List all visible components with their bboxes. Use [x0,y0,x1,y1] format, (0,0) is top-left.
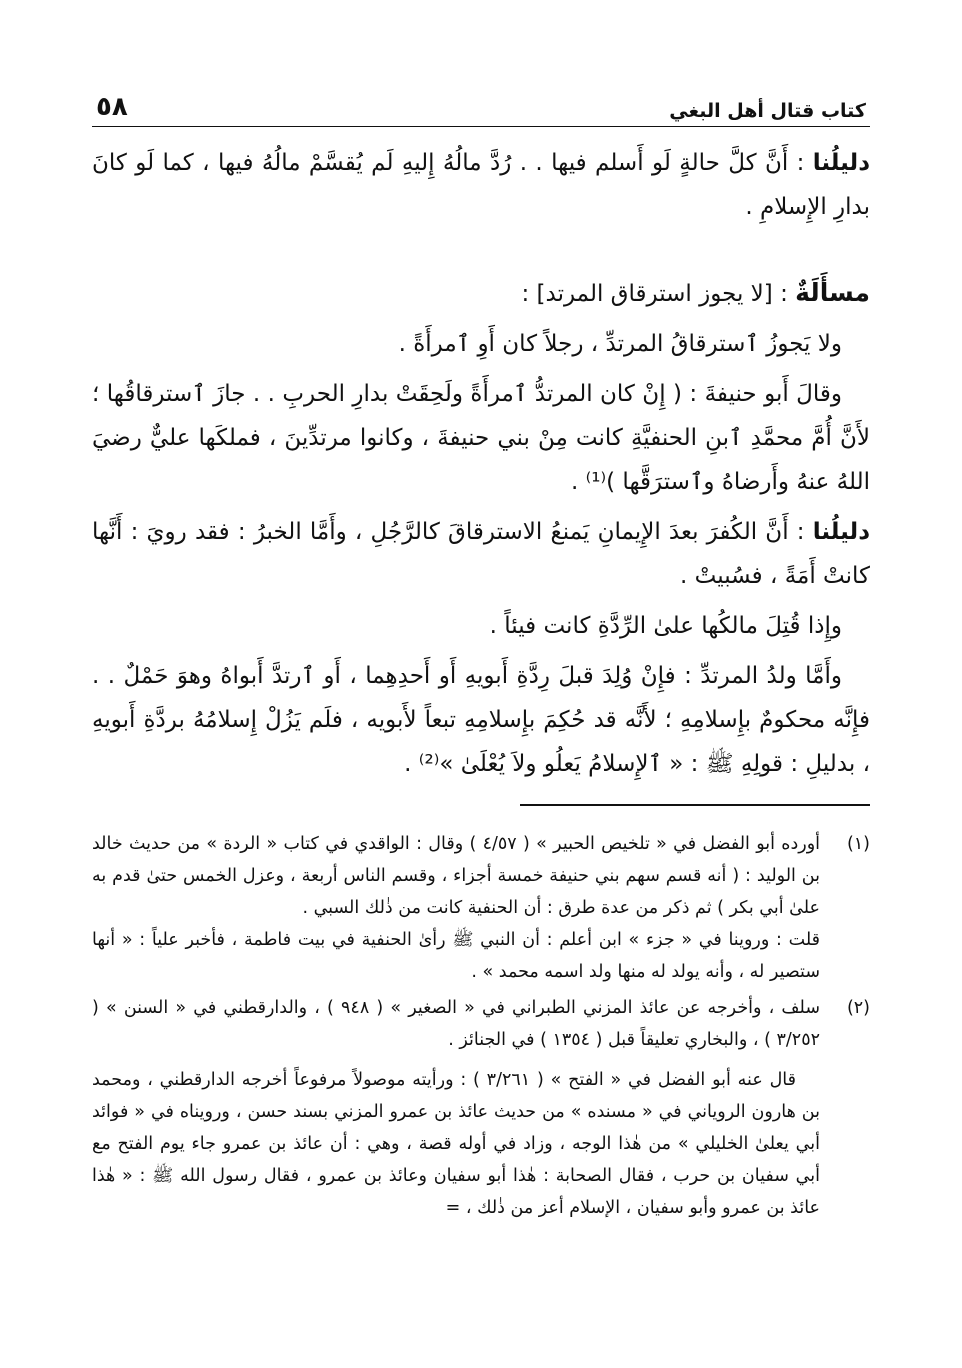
footnotes [92,828,870,1224]
footnote-paragraph: أورده أبو الفضل في « تلخيص الحبير » ( ٤/٥٧ ) وقال : الواقدي في كتاب « الردة » من حديث خالد بن الوليد : ( أنه قسم سهم بني حنيفة خمسة أجزاء ، وقسم الناس أربعة ، وعزل الخمس حتىٰ قدم به علىٰ أبي بكر ) ثم ذكر من عدة طرق : أن الحنفية كانت من ذٰلك السبي . [92,834,821,918]
main-text [92,141,870,786]
footnote-1 [92,828,870,988]
footnote-2 [92,992,870,1224]
running-header [92,88,870,127]
footnote-body [92,992,820,1224]
footnote-number: (١) [846,834,870,854]
paragraph-text: : أَنَّ كلَّ حالةٍ لَو أَسلم فيها . . رُدَّ مالُهُ إِليهِ لَم يُقسَّمْ مالُهُ فيها ، كما لَو كانَ بدارِ الإِسلامِ . [92,150,870,220]
footnote-body [92,828,820,988]
issue-lead: مسأَلَةٌ [795,278,870,307]
paragraph-text: : أَنَّ الكُفرَ بعدَ الإِيمانِ يَمنعُ الاسترقاقَ كالرَّجُلِ ، وأَمَّا الخبرُ : فقد رويَ : أَنَّها كانتْ أَمَةً ، فسُبيتْ . [92,519,870,589]
paragraph-abu-hanifa: وقالَ أَبو حنيفةَ : ( إِنْ كان المرتدُّ ٱمرأَةً ولَحِقَتْ بدارِ الحربِ . . جازَ ٱسترقاقُها ؛ لأَنَّ أُمَّ محمَّدِ ٱبنِ الحنفيَّةِ كانت مِنْ بني حنيفةَ ، وكانوا مرتدِّينَ ، فملكَها عليٌّ رضيَ اللهُ عنهُ وأَرضاهُ وٱسترَقَّها )⁽¹⁾ . [92,381,870,495]
paragraph-lead: دليلُنا [812,519,870,545]
page-number: ٥٨ [96,92,128,122]
paragraph-killed-owner: وإِذا قُتِلَ مالكُها علىٰ الرِّدَّةِ كانت فيئاً . [489,613,842,639]
paragraph-evidence-2 [92,510,870,598]
footnote-paragraph: قلت : وروينا في « جزء » ابن أعلم : أن النبي ﷺ رأىٰ الحنفية في بيت فاطمة ، فأخبر علياً : « أنها ستصير له ، وأنه يولد له منها ولد اسمه محمد » . [92,930,820,982]
paragraph-lead: دليلُنا [812,150,870,176]
issue-title: : [لا يجوز استرقاق المرتد] : [521,281,796,307]
footnote-paragraph: سلف ، وأخرجه عن عائذ المزني الطبراني في « الصغير » ( ٩٤٨ ) ، والدارقطني في « السنن » ( ٣/٢٥٢ ) ، والبخاري تعليقاً قبل ( ١٣٥٤ ) في الجنائز . [92,998,820,1050]
paragraph-apostate-child: وأَمَّا ولدُ المرتدِّ : فإِنْ وُلِدَ قبلَ رِدَّةِ أَبويهِ أَو أَحدِهِما ، أَو ٱرتدَّ أَبواهُ وهوَ حَمْلٌ . . فإِنَّه محكومٌ بإِسلامِهِ ؛ لأَنَّه قد حُكِمَ بإِسلامِهِ تبعاً لأَبويه ، فلَم يَزُلْ إِسلامُهُ بردَّةِ أَبويهِ ، بدليلِ : قولِهِ ﷺ : « ٱلإِسلامُ يَعلُو ولاَ يُعْلَىٰ »⁽²⁾ . [92,663,870,777]
footnote-number: (٢) [846,998,870,1018]
paragraph-evidence-1 [92,141,870,229]
footnote-divider [520,804,870,806]
running-title: كتاب قتال أهل البغي [669,100,866,122]
footnote-paragraph: قال عنه أبو الفضل في « الفتح » ( ٣/٢٦١ ) : ورأيته موصولاً مرفوعاً أخرجه الدارقطني ، ومحمد بن هارون الروياني في « مسنده » من حديث عائذ بن عمرو المزني بسند حسن ، ورويناه في « فوائد أبي يعلىٰ الخليلي » من هٰذا الوجه ، وزاد في أوله قصة ، وهي : أن عائذ بن عمرو جاء يوم الفتح مع أبي سفيان بن حرب ، فقال الصحابة : هٰذا أبو سفيان وعائذ بن عمرو ، فقال رسول الله ﷺ : « هٰذا عائذ بن عمرو وأبو سفيان ، الإسلام أعز من ذٰلك ، = [92,1070,820,1218]
issue-heading [92,271,870,316]
section-spacer [92,229,870,271]
paragraph-ruling: ولا يَجوزُ ٱسترقاقُ المرتدِّ ، رجلاً كان أَوِ ٱمرأَةً . [398,331,842,357]
